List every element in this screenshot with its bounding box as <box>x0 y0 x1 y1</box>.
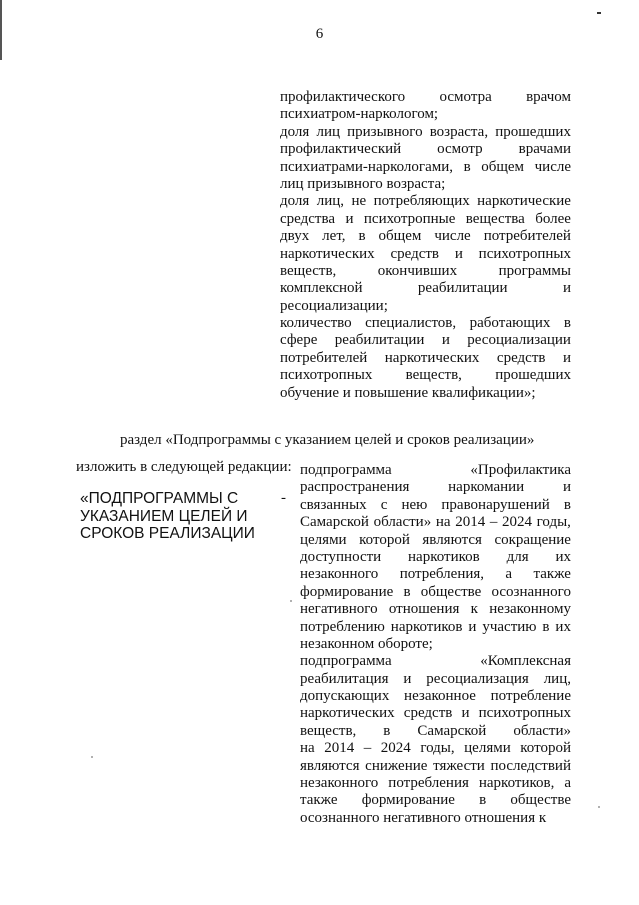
indicator-line <box>280 193 571 210</box>
word: доля <box>280 193 310 210</box>
indicator-line <box>280 263 571 280</box>
indicator-line <box>280 228 571 245</box>
word: веществ, <box>300 722 357 739</box>
word: а <box>505 566 513 583</box>
word: являются <box>300 757 360 774</box>
word: связанных <box>300 496 367 513</box>
word: врачами <box>518 141 571 158</box>
word: наркотиков <box>408 548 480 565</box>
word: лиц, <box>316 193 345 210</box>
word: «Профилактика <box>470 462 571 478</box>
word: также <box>533 566 571 583</box>
indicator-line <box>280 350 571 367</box>
word: также <box>300 792 338 809</box>
word: прошедших <box>495 123 571 140</box>
indicator-line <box>280 315 571 332</box>
word: потребителей <box>280 349 368 366</box>
word: формирование <box>300 583 394 600</box>
word: на <box>300 740 315 757</box>
word: с <box>380 496 388 513</box>
word: незаконное <box>404 688 476 705</box>
word: числе <box>434 228 471 245</box>
word: а <box>564 775 571 792</box>
word: 2024 <box>380 740 411 757</box>
indicator-line <box>280 159 571 176</box>
subprogram-line <box>300 497 571 514</box>
word: в <box>403 583 411 600</box>
word: и <box>403 670 412 687</box>
word: наркотических <box>384 349 480 366</box>
word: осознанного <box>491 583 571 600</box>
word: профилактического <box>280 89 406 105</box>
indicator-line <box>280 211 571 228</box>
word: числе <box>534 158 571 175</box>
word: специалистов, <box>365 315 457 332</box>
word: подпрограмма <box>300 653 392 670</box>
subprogram-line <box>300 462 571 479</box>
word: которой <box>520 740 571 757</box>
word: лиц <box>316 123 340 140</box>
word: последствий <box>490 757 571 774</box>
word: общем <box>481 158 525 175</box>
word: веществ, <box>280 262 337 279</box>
word: участию <box>482 618 537 635</box>
word: и <box>562 349 571 366</box>
word: в <box>542 618 550 635</box>
subprogram-line <box>300 688 571 705</box>
subprogram-line <box>300 740 571 757</box>
word: ресоциализации <box>467 332 571 349</box>
word: средств <box>390 245 440 262</box>
word: призывного <box>347 123 423 140</box>
word: вещества <box>465 210 525 227</box>
word: наркотических <box>300 705 395 722</box>
word: правонарушений <box>441 496 550 513</box>
word: психиатрами-наркологами, <box>280 158 453 175</box>
word: лет, <box>322 228 346 245</box>
word: в <box>463 158 471 175</box>
word: наркотиков, <box>478 775 555 792</box>
subprogram-line <box>300 619 571 636</box>
word: в <box>358 228 366 245</box>
subprogram-line <box>300 566 571 583</box>
word: годы, <box>420 740 455 757</box>
word: отношения <box>388 601 460 618</box>
word: психотропных <box>478 705 571 722</box>
word: и <box>441 332 450 349</box>
indicator-line <box>280 141 571 158</box>
word: более <box>535 210 571 227</box>
section-intro-line-2: изложить в следующей редакции: <box>76 459 292 475</box>
word: снижение <box>365 757 428 774</box>
indicator-line <box>280 89 571 106</box>
word: программы <box>498 262 571 279</box>
indicator-line: психиатром-наркологом; <box>280 106 439 123</box>
indicator-line <box>280 367 571 384</box>
word: реабилитации <box>334 332 425 349</box>
word: и <box>461 705 470 722</box>
word: обществе <box>510 792 571 809</box>
section-title-line: УКАЗАНИЕМ ЦЕЛЕЙ И <box>80 507 248 525</box>
word: подпрограмма <box>300 462 392 478</box>
subprogram-line <box>300 532 571 549</box>
word: целями <box>300 531 347 548</box>
indicator-line: ресоциализации; <box>280 297 388 314</box>
word: психотропные <box>363 210 456 227</box>
word: двух <box>280 228 310 245</box>
subprogram-line <box>300 514 571 531</box>
word: «Комплексная <box>480 653 571 670</box>
word: и <box>468 618 477 635</box>
word: психотропных <box>280 367 373 384</box>
word: окончивших <box>377 262 458 279</box>
scan-corner-mark <box>597 12 601 14</box>
word: на <box>435 514 451 531</box>
word: потребление <box>490 688 571 705</box>
page-number: 6 <box>315 26 324 42</box>
word: нею <box>401 496 428 513</box>
word: осмотра <box>439 89 492 105</box>
word: средств <box>403 705 453 722</box>
word: ресоциализация <box>426 670 529 687</box>
subprogram-line <box>300 584 571 601</box>
word: сокращение <box>494 531 571 548</box>
word: и <box>562 280 571 297</box>
scan-speck <box>290 600 292 602</box>
word: средств <box>496 349 546 366</box>
word: сфере <box>280 332 318 349</box>
subprogram-line: незаконном обороте; <box>300 635 433 652</box>
word: 2014 <box>324 740 355 757</box>
word: общем <box>378 228 422 245</box>
word: профилактический <box>280 141 402 158</box>
subprogram-line <box>300 705 571 722</box>
indicator-line <box>280 332 571 349</box>
word: – <box>363 740 372 757</box>
word: целями <box>464 740 511 757</box>
subprogram-line: осознанного негативного отношения к <box>300 809 547 826</box>
word: наркотических <box>280 245 375 262</box>
word: незаконному <box>489 601 571 618</box>
word: области» <box>513 722 571 739</box>
subprogram-line <box>300 549 571 566</box>
word: их <box>555 618 571 635</box>
word: – <box>489 514 498 531</box>
section-intro-line-1: раздел «Подпрограммы с указанием целей и сроков реализации» <box>120 432 535 448</box>
word: прошедших <box>495 367 571 384</box>
section-title-line: СРОКОВ РЕАЛИЗАЦИИ <box>80 525 255 543</box>
section-title-line: «ПОДПРОГРАММЫ С <box>80 490 239 507</box>
subprograms-text-block <box>300 462 571 827</box>
word: доля <box>280 123 310 140</box>
subprogram-line <box>300 758 571 775</box>
word: в <box>383 722 391 739</box>
indicator-line <box>280 246 571 263</box>
word: доступности <box>300 548 382 565</box>
word: осмотр <box>437 141 483 158</box>
list-dash: - <box>281 490 286 506</box>
word: являются <box>422 531 482 548</box>
word: средства <box>280 210 336 227</box>
subprogram-line <box>300 671 571 688</box>
word: лиц, <box>543 670 571 687</box>
word: Самарской <box>300 514 369 531</box>
word: и <box>562 479 571 496</box>
word: врачом <box>526 89 571 105</box>
word: обществе <box>420 583 482 600</box>
word: потребления, <box>399 566 485 583</box>
indicator-line <box>280 280 571 297</box>
word: для <box>506 548 529 565</box>
word: потребляющих <box>373 193 470 210</box>
subprogram-line <box>300 601 571 618</box>
word: допускающих <box>300 688 390 705</box>
word: не <box>351 193 367 210</box>
word: наркотические <box>477 193 571 210</box>
word: незаконного <box>300 566 379 583</box>
word: и <box>345 210 354 227</box>
word: психотропных <box>478 245 571 262</box>
word: работающих <box>469 315 551 332</box>
word: в <box>563 315 571 332</box>
word: незаконного <box>300 775 379 792</box>
word: к <box>470 601 478 618</box>
subprogram-line <box>300 653 571 670</box>
word: негативного <box>300 601 378 618</box>
word: в <box>479 792 487 809</box>
word: тяжести <box>433 757 485 774</box>
word: распространения <box>300 479 410 496</box>
indicator-line: лиц призывного возраста; <box>280 175 446 192</box>
word: наркотиков <box>390 618 463 635</box>
word: комплексной <box>280 280 363 297</box>
indicator-line <box>280 124 571 141</box>
word: реабилитация <box>300 670 389 687</box>
word: возраста, <box>429 123 489 140</box>
word: потреблению <box>300 618 385 635</box>
scan-speck <box>598 806 600 808</box>
section-title <box>80 490 260 543</box>
word: наркомании <box>448 479 525 496</box>
subprogram-line <box>300 792 571 809</box>
scan-speck <box>91 756 93 758</box>
indicator-line: обучение и повышение квалификации»; <box>280 384 536 401</box>
word: формирование <box>361 792 455 809</box>
word: области» <box>373 514 432 531</box>
word: реабилитации <box>417 280 508 297</box>
word: веществ, <box>405 367 462 384</box>
word: годы, <box>536 514 571 531</box>
word: которой <box>359 531 410 548</box>
subprogram-line <box>300 775 571 792</box>
word: количество <box>280 315 352 332</box>
word: их <box>555 548 571 565</box>
word: потребителей <box>483 228 571 245</box>
indicators-text-block <box>280 89 571 402</box>
word: в <box>563 496 571 513</box>
word: потребления <box>388 775 469 792</box>
word: 2014 <box>455 514 486 531</box>
subprogram-line <box>300 479 571 496</box>
subprogram-line <box>300 723 571 740</box>
word: 2024 <box>501 514 532 531</box>
word: Самарской <box>417 722 487 739</box>
word: и <box>454 245 463 262</box>
